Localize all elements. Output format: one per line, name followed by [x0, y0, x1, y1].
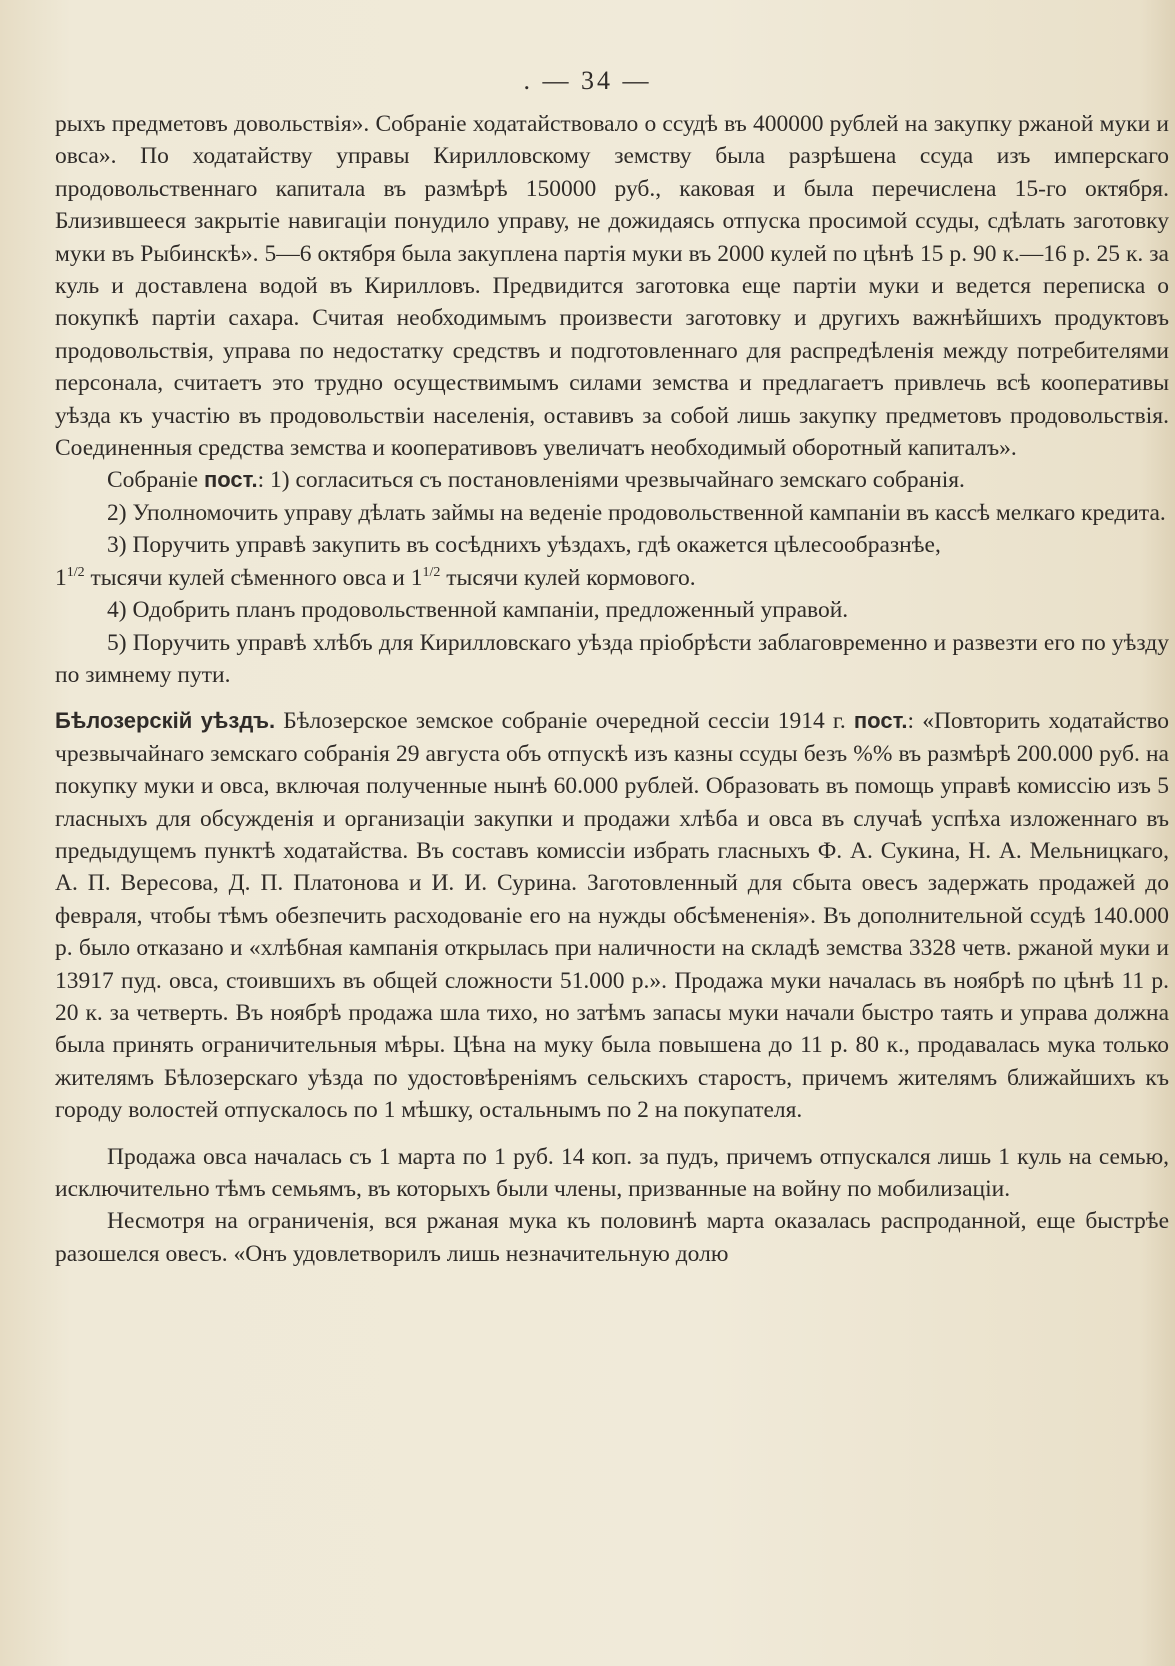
belozersk-colon: : [907, 708, 915, 735]
body-text [55, 108, 1169, 1270]
paragraph-resolution-4: 4) Одобрить планъ продовольственной кампаніи, предложенный управой. [107, 597, 849, 624]
paragraph-belozersk [55, 705, 1169, 1126]
paragraph-resolution-2: 2) Уполномочить управу дѣлать займы на веденіе продовольственной кампаніи въ кассѣ мелкаго кредита. [107, 499, 1166, 526]
paragraph-oats-sale: Продажа овса началась съ 1 марта по 1 руб. 14 коп. за пудъ, причемъ отпускался лишь 1 куль на семью, исключительно тѣмъ семьямъ, въ которыхъ были члены, призванные на войну по мобилизаціи. [55, 1143, 1169, 1202]
fraction-half-a: 1/2 [66, 564, 85, 580]
paragraph-despite-limits: Несмотря на ограниченія, вся ржаная мука къ половинѣ марта оказалась распроданной, еще быстрѣе разошелся овесъ. «Онъ удовлетворилъ лишь незначительную долю [55, 1208, 1169, 1267]
section-heading-belozersk: Бѣлозерскій уѣздъ. [55, 708, 276, 734]
fraction-text-a: тысячи кулей сѣменного овса и [84, 564, 411, 591]
resolution-lead: Собраніе [107, 467, 199, 494]
resolution-text: : 1) согласиться съ постановленіями чрезвычайнаго земскаго собранія. [257, 467, 965, 494]
paragraph-resolution-5: 5) Поручить управѣ хлѣбъ для Кирилловскаго уѣзда пріобрѣсти заблаговременно и развезти его по уѣзду по зимнему пути. [55, 629, 1169, 688]
paragraph-kirillov-report: рыхъ предметовъ довольствія». Собраніе ходатайствовало о ссудѣ въ 400000 рублей на закупку ржаной муки и овса». По ходатайству управы Кирилловскому земству была разрѣшена ссуда изъ имперскаго продовольственнаго капитала въ размѣрѣ 150000 руб., каковая и была перечислена 15-го октября. Близившееся закрытіе навигаціи понудило управу, не дожидаясь отпуска просимой ссуды, сдѣлать заготовку муки въ Рыбинскѣ». 5—6 октября была закуплена партія муки въ 2000 кулей по цѣнѣ 15 р. 90 к.—16 р. 25 к. за куль и доставлена водой въ Кирилловъ. Предвидится заготовка еще партіи муки и ведется переписка о покупкѣ партіи сахара. Считая необходимымъ произвести заготовку и другихъ важнѣйшихъ продуктовъ продовольствія, управа по недостатку средствъ и подготовленнаго для распредѣленія между потребителями персонала, считаетъ это трудно осуществимымъ силами земства и предлагаетъ привлечь всѣ кооперативы уѣзда къ участію въ продовольствіи населенія, оставивъ за собой лишь закупку предметовъ продовольствія. Соединенныя средства земства и кооперативовъ увеличатъ необходимый оборотный капиталъ». [55, 111, 1169, 462]
page-number: . — 34 — [523, 66, 652, 95]
resolution-abbr: пост. [203, 467, 258, 493]
fraction-half-b: 1/2 [422, 564, 441, 580]
paragraph-resolution-3-cont [55, 562, 1169, 594]
paragraph-resolution-1 [55, 464, 1169, 496]
fraction-text-b: тысячи кулей кормового. [440, 564, 696, 591]
fraction-one-a: 1 [55, 564, 67, 591]
belozersk-intro: Бѣлозерское земское собраніе очередной сессіи 1914 г. [275, 708, 854, 735]
belozersk-quote-open: « [922, 708, 934, 735]
belozersk-body: Повторить ходатайство чрезвычайнаго земскаго собранія 29 августа объ отпускѣ изъ казны ссуды безъ %% въ размѣрѣ 200.000 руб. на покупку муки и овса, включая полученные нынѣ 60.000 рублей. Образовать въ помощь управѣ комиссію изъ 5 гласныхъ для обсужденія и организаціи закупки и продажи хлѣба и овса въ случаѣ успѣха изложеннаго въ предыдущемъ пунктѣ ходатайства. Въ составъ комиссіи избрать гласныхъ Ф. А. Сукина, Н. А. Мельницкаго, А. П. Вересова, Д. П. Платонова и И. И. Сурина. Заготовленный для сбыта овесъ задержать продажей до февраля, чтобы тѣмъ обезпечить расходованіе его на нужды обсѣмененія». Въ дополнительной ссудѣ 140.000 р. было отказано и «хлѣбная кампанія открылась при наличности на складѣ земства 3328 четв. ржаной муки и 13917 пуд. овса, стоившихъ въ общей сложности 51.000 р.». Продажа муки началась въ ноябрѣ по цѣнѣ 11 р. 20 к. за четверть. Въ ноябрѣ продажа шла тихо, но затѣмъ запасы муки начали быстро таять и управа должна была принять ограничительныя мѣры. Цѣна на муку была повышена до 11 р. 80 к., продавалась мука только жителямъ Бѣлозерскаго уѣзда по удостовѣреніямъ сельскихъ старостъ, причемъ жителямъ ближайшихъ къ городу волостей отпускалось по 1 мѣшку, остальнымъ по 2 на покупателя. [55, 708, 1170, 1124]
belozersk-abbr: пост. [853, 708, 908, 734]
fraction-one-b: 1 [410, 564, 423, 591]
paragraph-resolution-3: 3) Поручить управѣ закупить въ сосѣднихъ уѣздахъ, гдѣ окажется цѣлесообразнѣе, [107, 532, 941, 559]
